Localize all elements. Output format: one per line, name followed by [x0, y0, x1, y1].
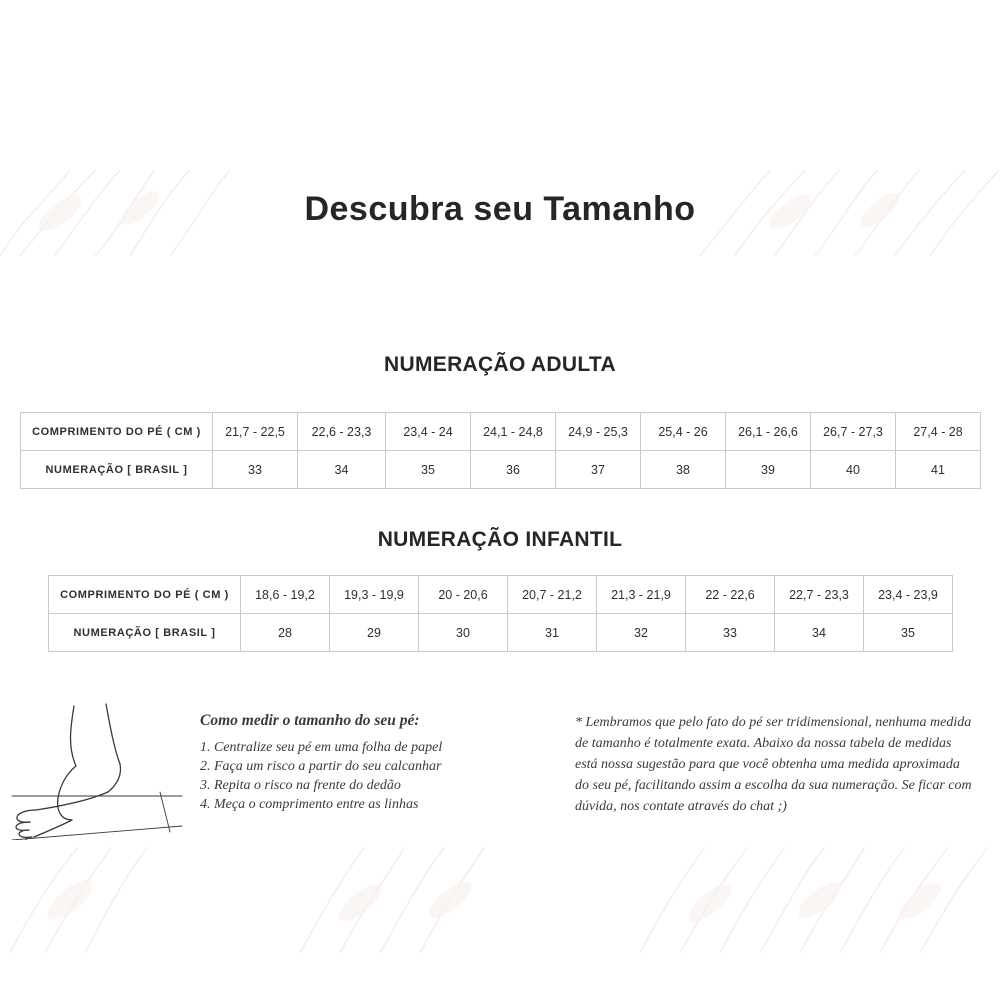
- adult-size-cell: 37: [556, 451, 641, 489]
- adult-size-cell: 39: [726, 451, 811, 489]
- kids-length-cell: 20 - 20,6: [419, 576, 508, 614]
- page-title: Descubra seu Tamanho: [304, 190, 696, 228]
- kids-size-cell: 33: [686, 614, 775, 652]
- adult-size-cell: 33: [213, 451, 298, 489]
- kids-size-cell: 34: [775, 614, 864, 652]
- kids-section-title: NUMERAÇÃO INFANTIL: [377, 528, 623, 551]
- table-row: [21, 413, 981, 451]
- kids-size-cell: 30: [419, 614, 508, 652]
- adult-length-cell: 26,1 - 26,6: [726, 413, 811, 451]
- how-to-measure-heading: Como medir o tamanho do seu pé:: [200, 712, 420, 729]
- adult-size-cell: 36: [471, 451, 556, 489]
- adult-length-cell: 24,9 - 25,3: [556, 413, 641, 451]
- kids-row-label-size: NUMERAÇÃO [ BRASIL ]: [49, 614, 241, 652]
- adult-size-cell: 35: [386, 451, 471, 489]
- list-item: 2. Faça um risco a partir do seu calcanhar: [200, 759, 442, 774]
- kids-length-cell: 23,4 - 23,9: [864, 576, 953, 614]
- adult-size-cell: 34: [298, 451, 386, 489]
- adult-size-cell: 40: [811, 451, 896, 489]
- adult-row-label-size: NUMERAÇÃO [ BRASIL ]: [21, 451, 213, 489]
- how-to-measure-block: [200, 712, 530, 814]
- adult-length-cell: 23,4 - 24: [386, 413, 471, 451]
- kids-length-cell: 19,3 - 19,9: [330, 576, 419, 614]
- kids-length-cell: 22 - 22,6: [686, 576, 775, 614]
- kids-length-cell: 21,3 - 21,9: [597, 576, 686, 614]
- how-to-measure-steps: [200, 738, 530, 814]
- kids-size-cell: 31: [508, 614, 597, 652]
- table-row: [49, 576, 953, 614]
- adult-length-cell: 21,7 - 22,5: [213, 413, 298, 451]
- adult-length-cell: 22,6 - 23,3: [298, 413, 386, 451]
- adult-length-cell: 24,1 - 24,8: [471, 413, 556, 451]
- adult-size-cell: 38: [641, 451, 726, 489]
- disclaimer-note: * Lembramos que pelo fato do pé ser tridimensional, nenhuma medida de tamanho é totalmente exata. Abaixo da nossa tabela de medidas está nossa sugestão para que você obtenha uma medida aproximada do seu pé, facilitando assim a escolha da sua numeração. Se ficar com dúvida, nos contate através do chat ;): [575, 715, 972, 814]
- kids-length-cell: 18,6 - 19,2: [241, 576, 330, 614]
- adult-length-cell: 26,7 - 27,3: [811, 413, 896, 451]
- adult-section-title: NUMERAÇÃO ADULTA: [384, 353, 616, 376]
- kids-size-cell: 29: [330, 614, 419, 652]
- kids-size-cell: 32: [597, 614, 686, 652]
- foot-measure-diagram-icon: [10, 700, 190, 840]
- table-row: [49, 614, 953, 652]
- kids-row-label-length: COMPRIMENTO DO PÉ ( CM ): [49, 576, 241, 614]
- list-item: 1. Centralize seu pé em uma folha de papel: [200, 740, 443, 755]
- adult-size-cell: 41: [896, 451, 981, 489]
- kids-size-cell: 35: [864, 614, 953, 652]
- list-item: 3. Repita o risco na frente do dedão: [200, 778, 401, 793]
- kids-length-cell: 22,7 - 23,3: [775, 576, 864, 614]
- kids-size-table: [48, 575, 953, 652]
- adult-length-cell: 27,4 - 28: [896, 413, 981, 451]
- kids-size-cell: 28: [241, 614, 330, 652]
- table-row: [21, 451, 981, 489]
- kids-length-cell: 20,7 - 21,2: [508, 576, 597, 614]
- adult-row-label-length: COMPRIMENTO DO PÉ ( CM ): [21, 413, 213, 451]
- adult-length-cell: 25,4 - 26: [641, 413, 726, 451]
- adult-size-table: [20, 412, 981, 489]
- list-item: 4. Meça o comprimento entre as linhas: [200, 797, 419, 812]
